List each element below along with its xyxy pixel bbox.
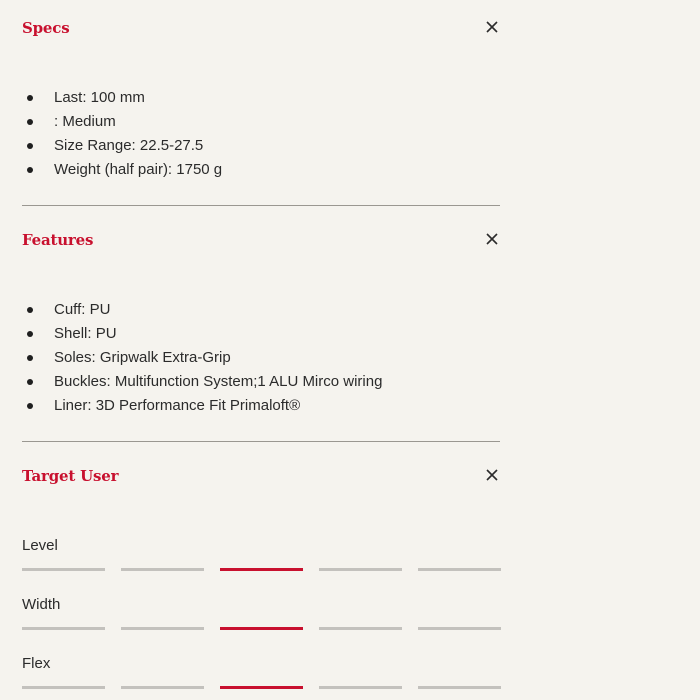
bullet-icon bbox=[27, 143, 33, 149]
close-icon bbox=[486, 469, 498, 481]
rating-segment bbox=[22, 627, 105, 630]
target-user-header[interactable] bbox=[22, 467, 500, 491]
list-item bbox=[22, 322, 500, 346]
specs-header[interactable] bbox=[22, 19, 500, 43]
rating-scale bbox=[22, 627, 502, 630]
rating-width bbox=[22, 596, 502, 630]
target-user-title: Target User bbox=[22, 467, 119, 485]
rating-segment-active bbox=[220, 686, 303, 689]
feature-text: Soles: Gripwalk Extra-Grip bbox=[54, 349, 231, 366]
features-title: Features bbox=[22, 231, 94, 249]
rating-label: Flex bbox=[22, 655, 51, 672]
rating-label: Level bbox=[22, 537, 58, 554]
feature-text: Shell: PU bbox=[54, 325, 117, 342]
bullet-icon bbox=[27, 119, 33, 125]
rating-segment bbox=[319, 568, 402, 571]
specs-title: Specs bbox=[22, 19, 70, 37]
bullet-icon bbox=[27, 331, 33, 337]
feature-text: Liner: 3D Performance Fit Primaloft® bbox=[54, 397, 301, 414]
list-item bbox=[22, 134, 500, 158]
rating-scale bbox=[22, 568, 502, 571]
specs-list bbox=[22, 86, 500, 182]
rating-segment bbox=[121, 568, 204, 571]
rating-segment bbox=[418, 627, 501, 630]
spec-text: Last: 100 mm bbox=[54, 89, 145, 106]
target-user-close-button[interactable] bbox=[486, 469, 500, 483]
rating-segment-active bbox=[220, 568, 303, 571]
features-list bbox=[22, 298, 500, 418]
rating-segment bbox=[22, 686, 105, 689]
rating-level bbox=[22, 537, 502, 571]
rating-segment bbox=[121, 627, 204, 630]
spec-text: Size Range: 22.5-27.5 bbox=[54, 137, 204, 154]
bullet-icon bbox=[27, 355, 33, 361]
rating-flex bbox=[22, 655, 502, 689]
target-user-section bbox=[22, 467, 500, 491]
bullet-icon bbox=[27, 307, 33, 313]
specs-section bbox=[22, 19, 500, 182]
list-item bbox=[22, 394, 500, 418]
rating-segment-active bbox=[220, 627, 303, 630]
specs-close-button[interactable] bbox=[486, 21, 500, 35]
bullet-icon bbox=[27, 403, 33, 409]
section-divider bbox=[22, 441, 500, 442]
features-header[interactable] bbox=[22, 231, 500, 255]
bullet-icon bbox=[27, 379, 33, 385]
spec-text: : Medium bbox=[54, 113, 116, 130]
list-item bbox=[22, 86, 500, 110]
rating-segment bbox=[418, 686, 501, 689]
rating-scale bbox=[22, 686, 502, 689]
list-item bbox=[22, 298, 500, 322]
features-close-button[interactable] bbox=[486, 233, 500, 247]
bullet-icon bbox=[27, 95, 33, 101]
close-icon bbox=[486, 233, 498, 245]
list-item bbox=[22, 110, 500, 134]
list-item bbox=[22, 346, 500, 370]
rating-segment bbox=[319, 686, 402, 689]
features-section bbox=[22, 231, 500, 418]
list-item bbox=[22, 370, 500, 394]
rating-segment bbox=[22, 568, 105, 571]
rating-segment bbox=[319, 627, 402, 630]
bullet-icon bbox=[27, 167, 33, 173]
feature-text: Buckles: Multifunction System;1 ALU Mirco wiring bbox=[54, 373, 383, 390]
feature-text: Cuff: PU bbox=[54, 301, 111, 318]
rating-label: Width bbox=[22, 596, 61, 613]
list-item bbox=[22, 158, 500, 182]
spec-text: Weight (half pair): 1750 g bbox=[54, 161, 223, 178]
rating-segment bbox=[121, 686, 204, 689]
rating-segment bbox=[418, 568, 501, 571]
section-divider bbox=[22, 205, 500, 206]
close-icon bbox=[486, 21, 498, 33]
